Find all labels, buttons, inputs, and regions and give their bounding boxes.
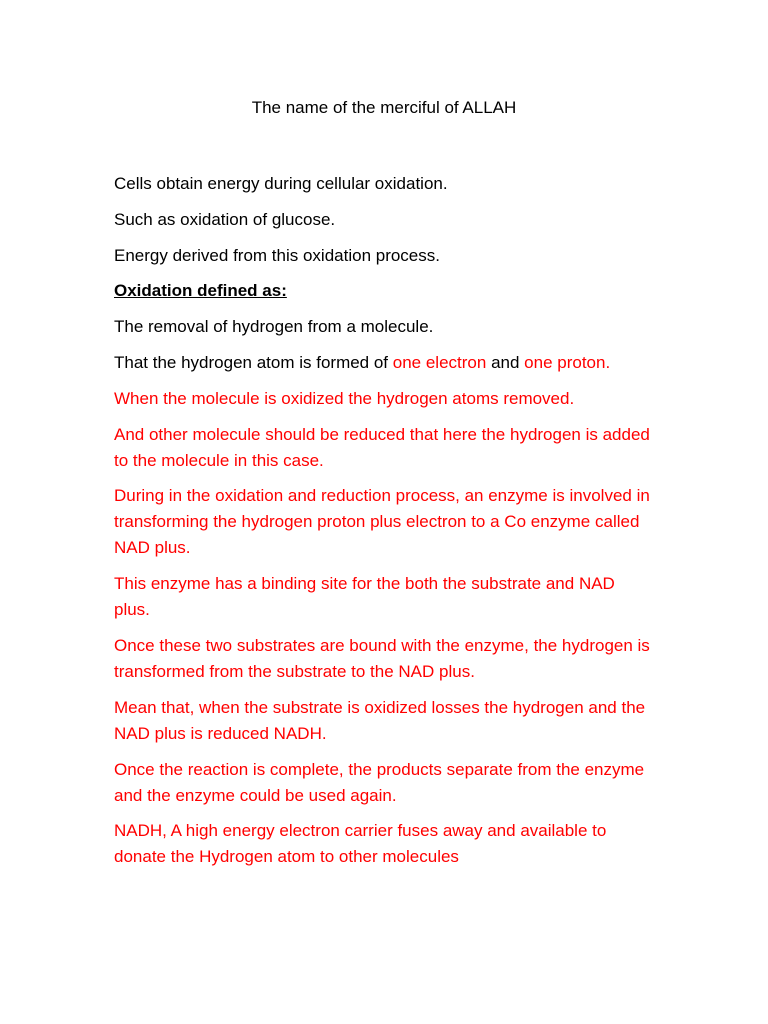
section-heading: Oxidation defined as: xyxy=(114,281,287,301)
intro-line-3: Energy derived from this oxidation process. xyxy=(114,245,440,265)
red-paragraph-enzyme-process: During in the oxidation and reduction process, an enzyme is involved in transforming the hydrogen proton plus electron to a Co enzyme called NAD plus. xyxy=(114,486,650,558)
red-paragraph-reaction-complete: Once the reaction is complete, the products separate from the enzyme and the enzyme could be used again. xyxy=(114,759,645,805)
hydrogen-atom-paragraph xyxy=(114,350,654,376)
red-paragraph-nadh-carrier: NADH, A high energy electron carrier fuses away and available to donate the Hydrogen atom to other molecules xyxy=(114,821,607,867)
document-title: The name of the merciful of ALLAH xyxy=(251,98,517,117)
red-paragraph-binding-site: This enzyme has a binding site for the both the substrate and NAD plus. xyxy=(114,574,615,620)
red-paragraph-reduced: And other molecule should be reduced that here the hydrogen is added to the molecule in this case. xyxy=(114,424,650,470)
hydrogen-atom-middle: and xyxy=(486,352,525,372)
red-paragraph-substrates-bound: Once these two substrates are bound with the enzyme, the hydrogen is transformed from the substrate to the NAD plus. xyxy=(114,635,650,681)
red-paragraph-oxidized: When the molecule is oxidized the hydrogen atoms removed. xyxy=(114,388,575,408)
hydrogen-atom-prefix: That the hydrogen atom is formed of xyxy=(114,352,393,372)
proton-highlight: one proton. xyxy=(524,352,611,372)
red-paragraph-nadh-reduced: Mean that, when the substrate is oxidized losses the hydrogen and the NAD plus is reduced NADH. xyxy=(114,697,646,743)
definition-line: The removal of hydrogen from a molecule. xyxy=(114,317,434,337)
electron-highlight: one electron xyxy=(392,352,487,372)
intro-line-1: Cells obtain energy during cellular oxidation. xyxy=(114,174,448,193)
intro-line-2: Such as oxidation of glucose. xyxy=(114,209,336,229)
document-body xyxy=(114,171,654,880)
